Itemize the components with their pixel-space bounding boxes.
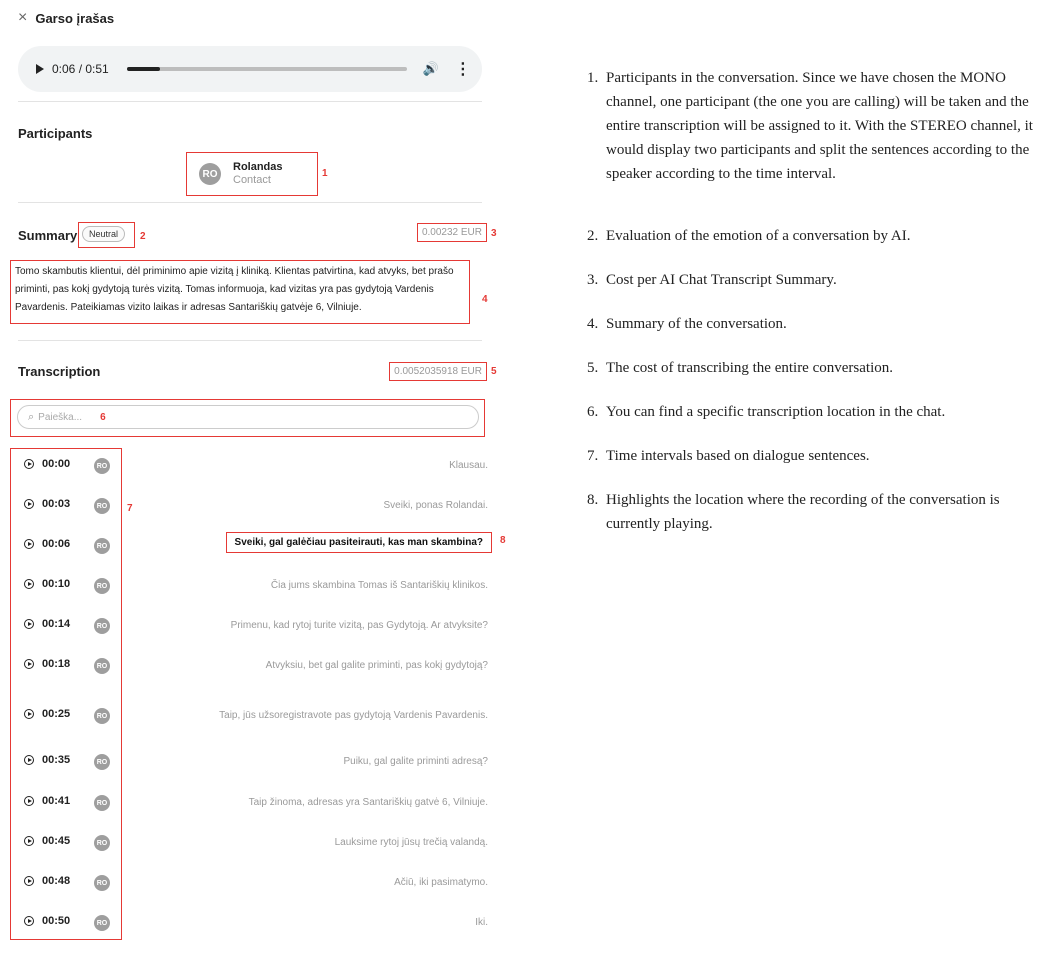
annotation-marker: 7: [127, 503, 133, 514]
timestamp-button[interactable]: [24, 754, 70, 766]
speaker-avatar: RO: [94, 458, 110, 474]
divider: [18, 202, 482, 203]
annotation-marker: 1: [322, 168, 328, 179]
speaker-avatar: RO: [94, 915, 110, 931]
timestamp-label: 00:25: [42, 708, 71, 720]
notes-list: [570, 66, 1050, 536]
annotation-notes: [570, 66, 1050, 536]
panel-title: Garso įrašas: [35, 10, 115, 26]
play-circle-icon: [24, 876, 34, 886]
avatar: RO: [199, 163, 221, 185]
note-item: 1. Participants in the conversation. Since we have chosen the MONO channel, one participant (the one you are calling) will be taken and the entire transcription will be assigned to it. With the STEREO channel, it would display two participants and split the sentences according to the speaker according to the time interval.: [602, 66, 1050, 186]
transcription-text: Atvyksiu, bet gal galite priminti, pas kokį gydytoją?: [265, 660, 488, 671]
transcription-row[interactable]: [0, 705, 520, 725]
timestamp-button[interactable]: [24, 708, 70, 720]
play-circle-icon: [24, 796, 34, 806]
participant-role: Contact: [233, 174, 271, 186]
note-item: 3. Cost per AI Chat Transcript Summary.: [602, 268, 1050, 292]
more-options-icon[interactable]: ⋮: [454, 61, 471, 78]
summary-title: Summary: [18, 228, 78, 243]
search-highlight: [10, 399, 485, 437]
progress-track[interactable]: [127, 67, 407, 71]
sentiment-badge: Neutral: [82, 226, 125, 242]
timestamp-button[interactable]: [24, 618, 70, 630]
participant-info: [233, 161, 283, 187]
timestamp-label: 00:06: [42, 538, 71, 550]
speaker-avatar: RO: [94, 498, 110, 514]
timestamp-label: 00:14: [42, 618, 71, 630]
audio-record-panel: [0, 0, 520, 963]
note-item: 6. You can find a specific transcription location in the chat.: [602, 400, 1050, 424]
timestamp-button[interactable]: [24, 538, 70, 550]
speaker-avatar: RO: [94, 658, 110, 674]
participants-title: Participants: [18, 126, 93, 141]
annotation-marker: 6: [100, 411, 106, 423]
time-intervals-highlight: [10, 448, 122, 940]
speaker-avatar: RO: [94, 538, 110, 554]
annotation-marker: 8: [500, 535, 506, 546]
timestamp-label: 00:03: [42, 498, 71, 510]
timestamp-button[interactable]: [24, 915, 70, 927]
timestamp-label: 00:41: [42, 795, 71, 807]
timestamp-button[interactable]: [24, 795, 70, 807]
play-circle-icon: [24, 539, 34, 549]
transcription-text: Primenu, kad rytoj turite vizitą, pas Gydytoją. Ar atvyksite?: [230, 620, 488, 631]
speaker-avatar: RO: [94, 754, 110, 770]
play-circle-icon: [24, 659, 34, 669]
play-circle-icon: [24, 836, 34, 846]
annotation-marker: 2: [140, 231, 146, 242]
audio-player: [18, 46, 482, 92]
panel-header: [18, 8, 114, 28]
play-circle-icon: [24, 709, 34, 719]
transcription-text: Iki.: [475, 917, 488, 928]
transcription-text: Čia jums skambina Tomas iš Santariškių klinikos.: [270, 580, 488, 591]
timestamp-button[interactable]: [24, 835, 70, 847]
summary-text: Tomo skambutis klientui, dėl priminimo apie vizitą į kliniką. Klientas patvirtina, kad atvyks, bet prašo priminti, pas kokį gydytoją turės vizitą. Tomas informuoja, kad vizitas yra pas gydytoją Vardenis Pavardenis. Pateikiamas vizito laikas ir adresas Santariškių gatvėje 6, Vilniuje.: [10, 260, 470, 324]
divider: [18, 340, 482, 341]
participant-card[interactable]: [186, 152, 318, 196]
timestamp-label: 00:35: [42, 754, 71, 766]
timestamp-button[interactable]: [24, 658, 70, 670]
timestamp-label: 00:10: [42, 578, 71, 590]
player-time: 0:06 / 0:51: [52, 62, 109, 76]
play-circle-icon: [24, 755, 34, 765]
note-item: 8. Highlights the location where the recording of the conversation is currently playing.: [602, 488, 1050, 536]
transcription-title: Transcription: [18, 364, 101, 379]
speaker-avatar: RO: [94, 875, 110, 891]
play-icon[interactable]: [36, 64, 44, 74]
timestamp-button[interactable]: [24, 578, 70, 590]
annotation-marker: 5: [491, 366, 497, 377]
timestamp-button[interactable]: [24, 498, 70, 510]
annotation-marker: 3: [491, 228, 497, 239]
transcription-row[interactable]: [0, 495, 520, 515]
speaker-avatar: RO: [94, 618, 110, 634]
transcription-row[interactable]: [0, 655, 520, 675]
transcription-text: Sveiki, ponas Rolandai.: [383, 500, 488, 511]
transcription-row[interactable]: [0, 792, 520, 812]
timestamp-label: 00:18: [42, 658, 71, 670]
transcription-text: Klausau.: [449, 460, 488, 471]
play-circle-icon: [24, 619, 34, 629]
transcription-text: Taip, jūs užsoregistravote pas gydytoją Vardenis Pavardenis.: [219, 710, 488, 721]
speaker-avatar: RO: [94, 708, 110, 724]
timestamp-button[interactable]: [24, 458, 70, 470]
transcription-row[interactable]: [0, 832, 520, 852]
transcription-row[interactable]: [0, 535, 520, 555]
timestamp-label: 00:45: [42, 835, 71, 847]
transcription-row[interactable]: [0, 751, 520, 771]
transcription-row[interactable]: [0, 455, 520, 475]
play-circle-icon: [24, 499, 34, 509]
transcription-row[interactable]: [0, 615, 520, 635]
timestamp-label: 00:00: [42, 458, 71, 470]
close-icon[interactable]: ×: [18, 9, 28, 26]
timestamp-button[interactable]: [24, 875, 70, 887]
timestamp-label: 00:48: [42, 875, 71, 887]
search-input[interactable]: [17, 405, 479, 429]
transcription-text: Puiku, gal galite priminti adresą?: [343, 756, 488, 767]
speaker-avatar: RO: [94, 795, 110, 811]
active-transcription-text: Sveiki, gal galėčiau pasiteirauti, kas man skambina?: [226, 532, 492, 553]
transcription-row[interactable]: [0, 575, 520, 595]
divider: [18, 101, 482, 102]
volume-icon[interactable]: 🔊: [422, 61, 439, 76]
participant-name: Rolandas: [233, 161, 283, 173]
transcription-row[interactable]: [0, 912, 520, 932]
play-circle-icon: [24, 916, 34, 926]
speaker-avatar: RO: [94, 835, 110, 851]
speaker-avatar: RO: [94, 578, 110, 594]
summary-cost: 0.00232 EUR: [417, 223, 487, 242]
note-item: 4. Summary of the conversation.: [602, 312, 1050, 336]
note-item: 5. The cost of transcribing the entire conversation.: [602, 356, 1050, 380]
transcription-row[interactable]: [0, 872, 520, 892]
transcription-text: Ačiū, iki pasimatymo.: [394, 877, 488, 888]
note-item: 7. Time intervals based on dialogue sentences.: [602, 444, 1050, 468]
transcription-cost: 0.0052035918 EUR: [389, 362, 487, 381]
transcription-text: Lauksime rytoj jūsų trečią valandą.: [334, 837, 488, 848]
timestamp-label: 00:50: [42, 915, 71, 927]
search-icon: ⌕: [28, 410, 35, 423]
transcription-text: Taip žinoma, adresas yra Santariškių gatvė 6, Vilniuje.: [248, 797, 488, 808]
annotation-marker: 4: [482, 294, 488, 305]
progress-fill: [127, 67, 161, 71]
play-circle-icon: [24, 459, 34, 469]
search-placeholder: Paieška...: [38, 411, 83, 423]
note-item: 2. Evaluation of the emotion of a conversation by AI.: [602, 224, 1050, 248]
play-circle-icon: [24, 579, 34, 589]
